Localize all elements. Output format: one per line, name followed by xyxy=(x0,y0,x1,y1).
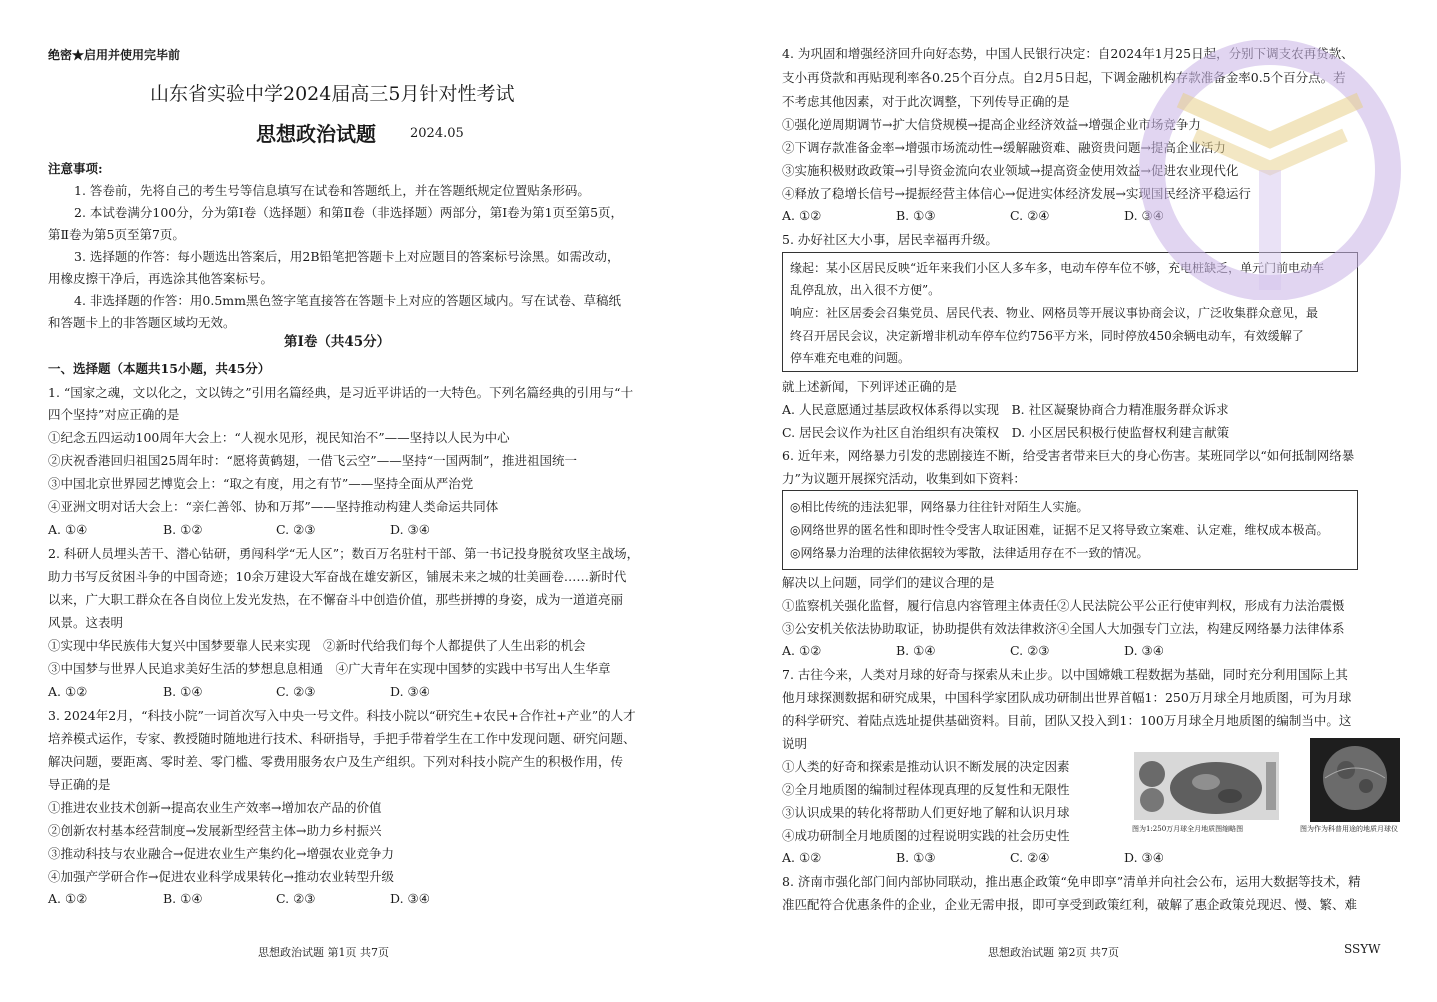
q7-option-b: B. ①③ xyxy=(896,850,936,865)
q1-line: ②庆祝香港回归祖国25周年时：“愿将黄鹤翅，一借飞云空”——坚持“一国两制”，推进祖国统一 xyxy=(48,453,577,468)
note-line: 2. 本试卷满分100分，分为第Ⅰ卷（选择题）和第Ⅱ卷（非选择题）两部分，第Ⅰ卷为第1页至第5页， xyxy=(74,205,624,220)
q3-option-c: C. ②③ xyxy=(276,891,316,906)
q4-line: ④释放了稳增长信号→提振经营主体信心→促进实体经济发展→实现国民经济平稳运行 xyxy=(782,186,1251,201)
q2-option-d: D. ③④ xyxy=(390,684,430,699)
q6-box-line: ◎网络世界的匿名性和即时性令受害人取证困难，证据不足又将导致立案难、认定难，维权成本极高。 xyxy=(790,523,1329,537)
q3-option-d: D. ③④ xyxy=(390,891,430,906)
lunar-geologic-map-image xyxy=(1134,752,1279,820)
page-footer: 思想政治试题 第1页 共7页 xyxy=(258,946,389,959)
school-title: 山东省实验中学2024届高三5月针对性考试 xyxy=(150,83,515,105)
q3-option-b: B. ①④ xyxy=(163,891,203,906)
q6-line: ③公安机关依法协助取证，协助提供有效法律救济④全国人大加强专门立法，构建反网络暴力法律体系 xyxy=(782,621,1345,636)
page-footer: 思想政治试题 第2页 共7页 xyxy=(988,946,1119,959)
q5-stem: 就上述新闻，下列评述正确的是 xyxy=(782,379,958,394)
q7-option-c: C. ②④ xyxy=(1010,850,1050,865)
q6-box-line: ◎相比传统的违法犯罪，网络暴力往往针对陌生人实施。 xyxy=(790,500,1089,514)
note-line: 3. 选择题的作答：每小题选出答案后，用2B铅笔把答题卡上对应题目的答案标号涂黑。如需改动， xyxy=(74,249,620,264)
q3-option-a: A. ①② xyxy=(48,891,88,906)
q7-line: 他月球探测数据和研究成果，中国科学家团队成功研制出世界首幅1：250万月球全月地质图，可为月球 xyxy=(782,690,1352,705)
q3-line: 培养模式运作，专家、教授随时随地进行技术、科研指导，手把手带着学生在工作中发现问题、研究问题、 xyxy=(48,731,636,746)
watermark-icon xyxy=(1120,40,1420,300)
subject-title: 思想政治试题 xyxy=(256,122,376,146)
q2-line: 2. 科研人员埋头苦干、潜心钻研，勇闯科学“无人区”；数百万名驻村干部、第一书记投身脱贫攻坚主战场， xyxy=(48,546,640,561)
q3-line: ②创新农村基本经营制度→发展新型经营主体→助力乡村振兴 xyxy=(48,823,382,838)
q6-line: 解决以上问题，同学们的建议合理的是 xyxy=(782,575,995,590)
note-line: 和答题卡上的非答题区域均无效。 xyxy=(48,315,236,330)
q4-line: 4. 为巩固和增强经济回升向好态势，中国人民银行决定：自2024年1月25日起，分别下调支农再贷款、 xyxy=(782,46,1354,61)
q5-box-line: 响应：社区居委会召集党员、居民代表、物业、网格员等开展议事协商会议，广泛收集群众意见，最 xyxy=(790,306,1319,320)
figure-caption-2: 图为作为科普用途的地质月球仪 xyxy=(1300,825,1398,833)
q2-line: 以来，广大职工群众在各自岗位上发光发热，在不懈奋斗中创造价值，那些拼搏的身姿，成为一道道亮丽 xyxy=(48,592,624,607)
q5-options-cd: C. 居民会议作为社区自治组织有决策权 D. 小区居民积极行使监督权利建言献策 xyxy=(782,425,1230,440)
q1-option-c: C. ②③ xyxy=(276,522,316,537)
q7-line: ④成功研制全月地质图的过程说明实践的社会历史性 xyxy=(782,828,1070,843)
q6-option-d: D. ③④ xyxy=(1124,643,1164,658)
note-line: 4. 非选择题的作答：用0.5mm黑色签字笔直接答在答题卡上对应的答题区域内。写在试卷、草稿纸 xyxy=(74,293,621,308)
left-page xyxy=(0,0,718,1002)
note-line: 第Ⅱ卷为第5页至第7页。 xyxy=(48,227,185,242)
q1-option-b: B. ①② xyxy=(163,522,203,537)
q2-line: 助力书写反贫困斗争的中国奇迹；10余万建设大军奋战在雄安新区，铺展未来之城的壮美画卷……新时代 xyxy=(48,569,627,584)
q4-option-d: D. ③④ xyxy=(1124,208,1164,223)
q1-option-a: A. ①④ xyxy=(48,522,88,537)
q3-line: 3. 2024年2月，“科技小院”一词首次写入中央一号文件。科技小院以“研究生+农民+合作社+产业”的人才 xyxy=(48,708,636,723)
q6-option-b: B. ①④ xyxy=(896,643,936,658)
part-heading: 一、选择题（本题共15小题，共45分） xyxy=(48,361,271,376)
lunar-map-icon xyxy=(1134,752,1279,820)
q4-line: ①强化逆周期调节→扩大信贷规模→提高企业经济效益→增强企业市场竞争力 xyxy=(782,117,1201,132)
q8-line: 8. 济南市强化部门间内部协同联动，推出惠企政策“免申即享”清单并向社会公布，运用大数据等技术，精 xyxy=(782,874,1361,889)
moon-globe-icon xyxy=(1310,738,1400,822)
q7-line: ②全月地质图的编制过程体现真理的反复性和无限性 xyxy=(782,782,1070,797)
lunar-globe-image xyxy=(1310,738,1400,822)
q4-line: ②下调存款准备金率→增强市场流动性→缓解融资难、融资贵问题→提高企业活力 xyxy=(782,140,1226,155)
q2-line: 风景。这表明 xyxy=(48,615,124,630)
figure-caption-1: 图为1:250万月球全月地质图缩略图 xyxy=(1132,825,1244,833)
q2-option-a: A. ①② xyxy=(48,684,88,699)
q6-option-c: C. ②③ xyxy=(1010,643,1050,658)
q5-box-line: 乱停乱放，出入很不方便”。 xyxy=(790,283,941,297)
q4-option-c: C. ②④ xyxy=(1010,208,1050,223)
q7-line: 说明 xyxy=(782,736,808,751)
q4-line: 支小再贷款和再贴现利率各0.25个百分点。自2月5日起，下调金融机构存款准备金率0.5个百分点。若 xyxy=(782,70,1346,85)
q5-box-line: 缘起：某小区居民反映“近年来我们小区人多车多，电动车停车位不够，充电桩缺乏，单元门前电动车 xyxy=(790,261,1325,275)
notes-heading: 注意事项: xyxy=(48,161,103,176)
q3-line: ③推动科技与农业融合→促进农业生产集约化→增强农业竞争力 xyxy=(48,846,394,861)
q5-box-line: 停车难充电难的问题。 xyxy=(790,351,911,365)
q7-line: 的科学研究、着陆点选址提供基础资料。目前，团队又投入到1：100万月球全月地质图的编制当中。这 xyxy=(782,713,1352,728)
note-line: 用橡皮擦干净后，再选涂其他答案标号。 xyxy=(48,271,274,286)
q2-line: ①实现中华民族伟大复兴中国梦要靠人民来实现 ②新时代给我们每个人都提供了人生出彩的机会 xyxy=(48,638,586,653)
note-line: 1. 答卷前，先将自己的考生号等信息填写在试卷和答题纸上，并在答题纸规定位置贴条形码。 xyxy=(74,183,590,198)
q6-line: ①监察机关强化监督，履行信息内容管理主体责任②人民法院公平公正行使审判权，形成有力法治震慑 xyxy=(782,598,1345,613)
q2-line: ③中国梦与世界人民追求美好生活的梦想息息相通 ④广大青年在实现中国梦的实践中书写出人生华章 xyxy=(48,661,611,676)
q1-line: 1. “国家之魂，文以化之，文以铸之”引用名篇经典，是习近平讲话的一大特色。下列名篇经典的引用与“十 xyxy=(48,385,634,400)
q5-options-ab: A. 人民意愿通过基层政权体系得以实现 B. 社区凝聚协商合力精准服务群众诉求 xyxy=(782,402,1229,417)
secret-label: 绝密★启用并使用完毕前 xyxy=(48,48,181,62)
q7-line: ③认识成果的转化将帮助人们更好地了解和认识月球 xyxy=(782,805,1070,820)
q1-line: ①纪念五四运动100周年大会上：“人视水见形，视民知治不”——坚持以人民为中心 xyxy=(48,430,510,445)
watermark-logo xyxy=(1120,40,1420,300)
q1-line: ③中国北京世界园艺博览会上：“取之有度，用之有节”——坚持全面从严治党 xyxy=(48,476,474,491)
q7-option-d: D. ③④ xyxy=(1124,850,1164,865)
q3-line: 导正确的是 xyxy=(48,777,111,792)
q7-line: 7. 古往今来，人类对月球的好奇与探索从未止步。以中国嫦娥工程数据为基础，同时充分利用国际上其 xyxy=(782,667,1348,682)
q4-option-a: A. ①② xyxy=(782,208,822,223)
q6-option-a: A. ①② xyxy=(782,643,822,658)
q1-line: ④亚洲文明对话大会上：“亲仁善邻、协和万邦”——坚持推动构建人类命运共同体 xyxy=(48,499,499,514)
section-title: 第Ⅰ卷（共45分） xyxy=(284,334,391,350)
q7-line: ①人类的好奇和探索是推动认识不断发展的决定因素 xyxy=(782,759,1070,774)
q7-option-a: A. ①② xyxy=(782,850,822,865)
q1-option-d: D. ③④ xyxy=(390,522,430,537)
paper-code: SSYW xyxy=(1344,942,1381,956)
q2-option-b: B. ①④ xyxy=(163,684,203,699)
q2-option-c: C. ②③ xyxy=(276,684,316,699)
q4-option-b: B. ①③ xyxy=(896,208,936,223)
q1-line: 四个坚持”对应正确的是 xyxy=(48,407,180,422)
q8-line: 准匹配符合优惠条件的企业，企业无需申报，即可享受到政策红利，破解了惠企政策兑现迟、慢、繁、难 xyxy=(782,897,1358,912)
q4-line: ③实施积极财政政策→引导资金流向农业领域→提高资金使用效益→促进农业现代化 xyxy=(782,163,1239,178)
q5-heading: 5. 办好社区大小事，居民幸福再升级。 xyxy=(782,232,998,247)
q6-line: 6. 近年来，网络暴力引发的悲剧接连不断，给受害者带来巨大的身心伤害。某班同学以“如何抵制网络暴 xyxy=(782,448,1355,463)
q3-line: ④加强产学研合作→促进农业科学成果转化→推动农业转型升级 xyxy=(48,869,394,884)
exam-date: 2024.05 xyxy=(410,126,464,141)
q3-line: ①推进农业技术创新→提高农业生产效率→增加农产品的价值 xyxy=(48,800,382,815)
q6-box-line: ◎网络暴力治理的法律依据较为零散，法律适用存在不一致的情况。 xyxy=(790,546,1149,560)
q3-line: 解决问题，要距离、零时差、零门槛、零费用服务农户及生产组织。下列对科技小院产生的积极作用，传 xyxy=(48,754,624,769)
q5-box-line: 终召开居民会议，决定新增非机动车停车位约756平方米，同时停放450余辆电动车，有效缓解了 xyxy=(790,329,1304,343)
q6-line: 力”为议题开展探究活动，收集到如下资料： xyxy=(782,471,1026,486)
q4-line: 不考虑其他因素，对于此次调整，下列传导正确的是 xyxy=(782,94,1070,109)
